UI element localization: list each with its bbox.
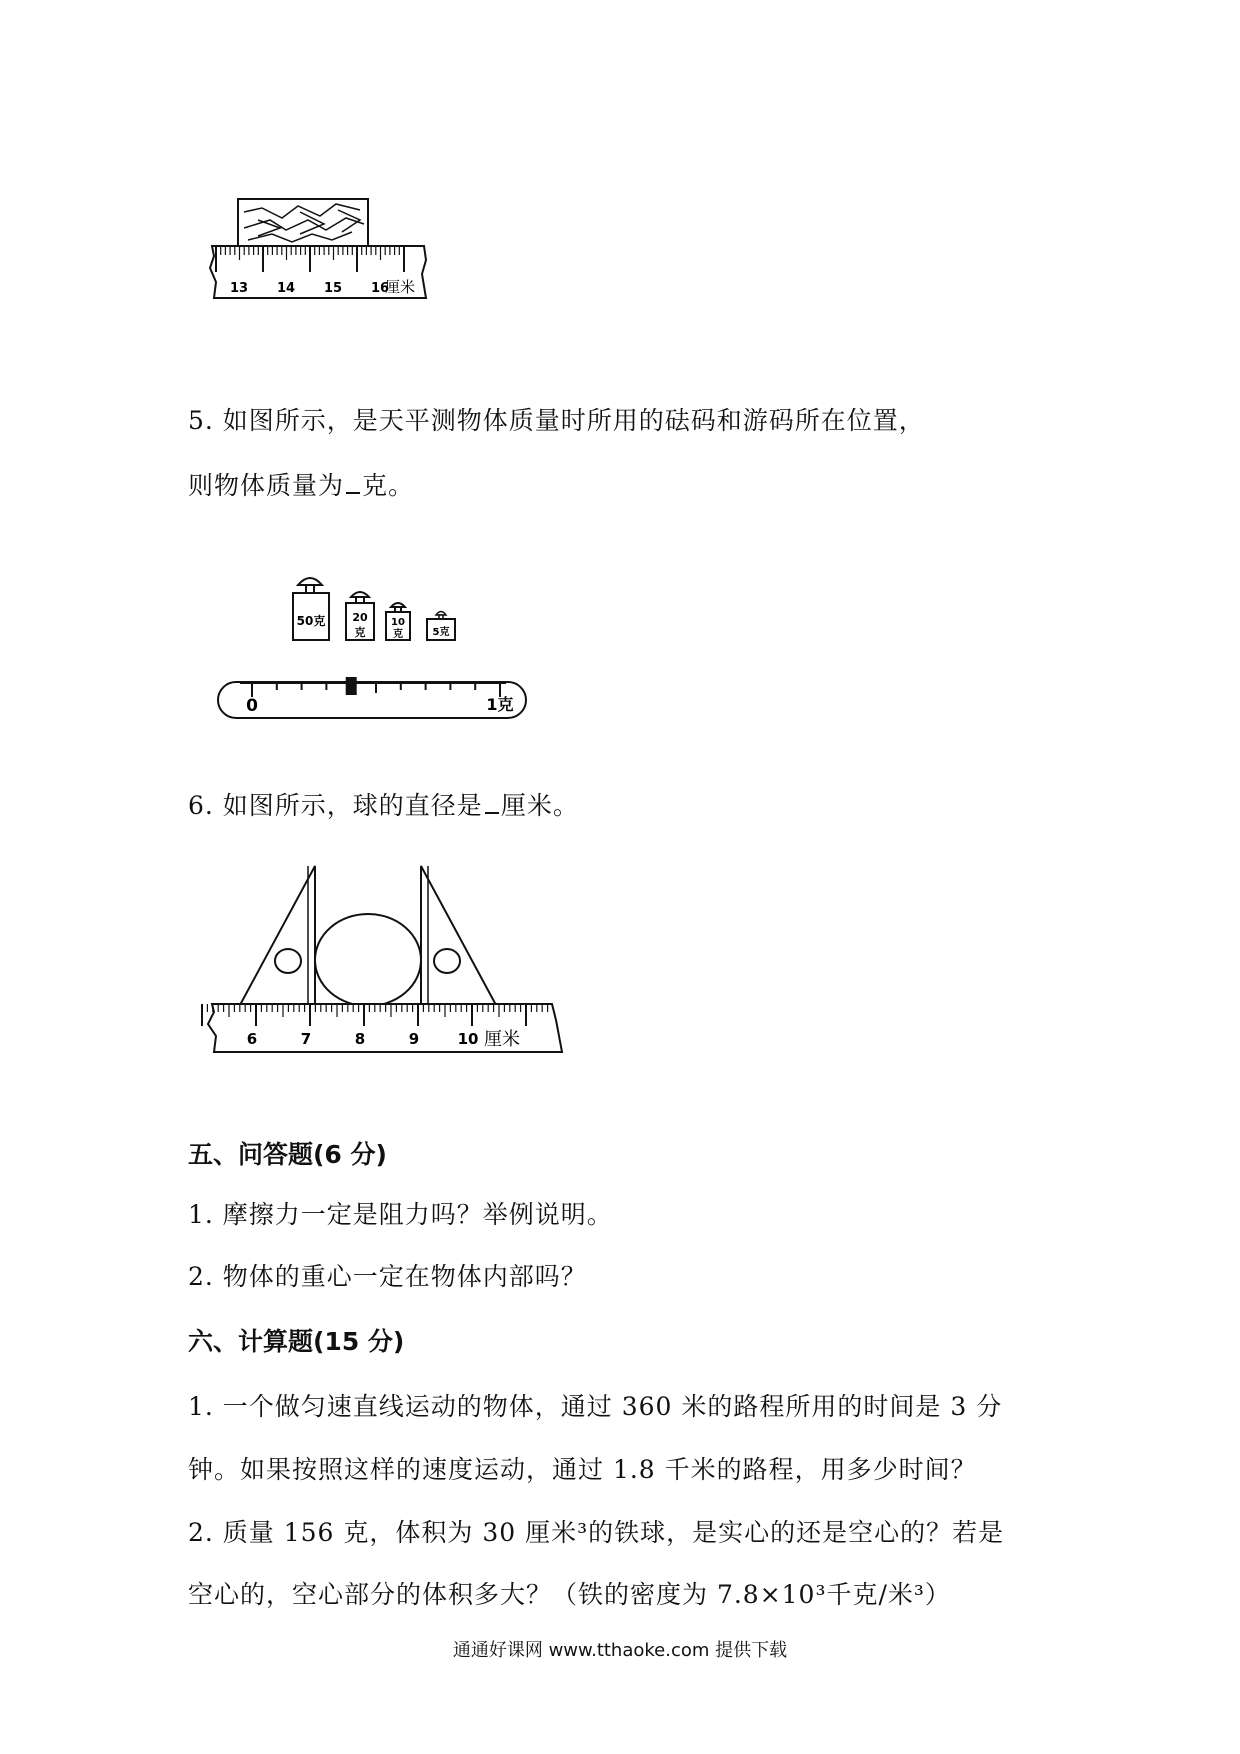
q5-line1: 5. 如图所示，是天平测物体质量时所用的砝码和游码所在位置，	[188, 406, 925, 435]
ruler-tick-label: 13	[229, 281, 249, 296]
ruler-tick-label: 8	[354, 1030, 366, 1048]
answer-blank	[346, 470, 360, 494]
ruler-tick-label: 9	[408, 1030, 420, 1048]
q6-text-before: 6. 如图所示，球的直径是	[188, 791, 483, 820]
weight-label-bottom: 克	[393, 629, 403, 640]
section6-q1-line2: 钟。如果按照这样的速度运动，通过 1.8 千米的路程，用多少时间？	[188, 1455, 977, 1484]
section6-title: 六、计算题(15 分)	[188, 1327, 405, 1356]
q5-text-before: 则物体质量为	[188, 471, 345, 500]
ball	[315, 914, 421, 1006]
weight-label-top: 20	[352, 611, 368, 624]
ruler-wood-figure	[200, 190, 440, 310]
weight-5g	[427, 612, 455, 641]
ruler-tick-label: 15	[323, 281, 343, 296]
set-square-hole	[434, 949, 460, 973]
ruler-tick-label: 10	[457, 1030, 479, 1048]
section5-q1: 1. 摩擦力一定是阻力吗？举例说明。	[188, 1200, 613, 1229]
ruler-tick-label: 7	[300, 1030, 312, 1048]
set-square-hole	[275, 949, 301, 973]
ruler-unit-label: 厘米	[484, 1029, 520, 1050]
footer-watermark: 通通好课网 www.tthaoke.com 提供下载	[452, 1640, 788, 1661]
weight-50g	[293, 578, 329, 640]
right-set-square	[421, 866, 496, 1005]
weight-label: 5克	[432, 627, 450, 638]
balance-figure	[210, 565, 540, 725]
ball-diameter-figure	[200, 860, 580, 1060]
rider	[346, 677, 357, 695]
q6-line	[188, 790, 579, 821]
section6-q2-line2: 空心的，空心部分的体积多大？（铁的密度为 7.8×10³千克/米³）	[188, 1580, 951, 1609]
q5-text-after: 克。	[362, 471, 415, 500]
weight-label: 50克	[296, 614, 326, 628]
section5-q2: 2. 物体的重心一定在物体内部吗？	[188, 1262, 587, 1291]
weight-label-top: 10	[391, 617, 405, 628]
left-set-square	[240, 866, 315, 1005]
scale-start-label: 0	[246, 696, 258, 716]
scale-end-label: 1克	[486, 695, 514, 714]
weight-label-bottom: 克	[354, 626, 366, 639]
section6-q1-line1: 1. 一个做匀速直线运动的物体，通过 360 米的路程所用的时间是 3 分	[188, 1392, 1003, 1421]
ruler-tick-label: 16	[370, 281, 390, 296]
section5-title: 五、问答题(6 分)	[188, 1140, 387, 1169]
section6-q2-line1: 2. 质量 156 克，体积为 30 厘米³的铁球，是实心的还是空心的？若是	[188, 1518, 1005, 1547]
weight-20g	[346, 592, 374, 640]
ruler-tick-label: 6	[246, 1030, 258, 1048]
ruler-unit-label: 厘米	[384, 278, 416, 296]
q6-text-after: 厘米。	[500, 791, 579, 820]
answer-blank	[485, 790, 499, 814]
ruler-tick-label: 14	[276, 281, 296, 296]
weight-10g	[386, 603, 410, 640]
q5-line2	[188, 470, 414, 501]
